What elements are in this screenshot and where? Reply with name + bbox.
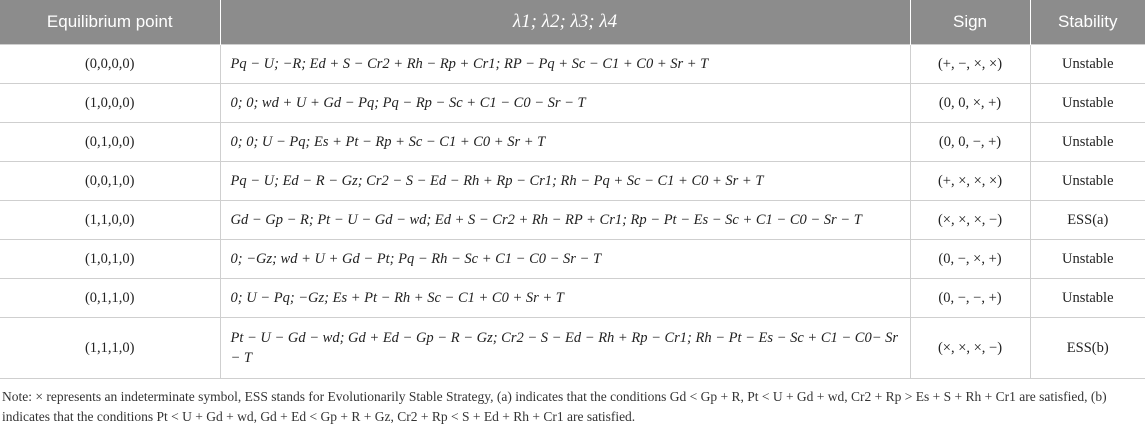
equilibrium-point-cell: (0,0,1,0) (0, 162, 220, 201)
eigenvalues-cell: 0; −Gz; wd + U + Gd − Pt; Pq − Rh − Sc + C1 − C0 − Sr − T (220, 240, 910, 279)
header-sign: Sign (910, 0, 1030, 45)
stability-cell: ESS(a) (1030, 201, 1145, 240)
sign-cell: (×, ×, ×, −) (910, 201, 1030, 240)
eigenvalues-cell: Gd − Gp − R; Pt − U − Gd − wd; Ed + S − Cr2 + Rh − RP + Cr1; Rp − Pt − Es − Sc + C1 − C0 − Sr − T (220, 201, 910, 240)
eigenvalues-cell: 0; U − Pq; −Gz; Es + Pt − Rh + Sc − C1 + C0 + Sr + T (220, 279, 910, 318)
table-header-row (0, 0, 1145, 45)
header-stability: Stability (1030, 0, 1145, 45)
eigenvalues-cell: 0; 0; wd + U + Gd − Pq; Pq − Rp − Sc + C1 − C0 − Sr − T (220, 84, 910, 123)
stability-cell: Unstable (1030, 84, 1145, 123)
table-row (0, 123, 1145, 162)
equilibrium-point-cell: (0,1,1,0) (0, 279, 220, 318)
table-row (0, 279, 1145, 318)
equilibrium-point-cell: (0,0,0,0) (0, 45, 220, 84)
header-equilibrium-point: Equilibrium point (0, 0, 220, 45)
stability-cell: Unstable (1030, 123, 1145, 162)
equilibrium-point-cell: (1,1,1,0) (0, 318, 220, 379)
sign-cell: (+, ×, ×, ×) (910, 162, 1030, 201)
sign-cell: (0, 0, −, +) (910, 123, 1030, 162)
eigenvalues-cell: Pt − U − Gd − wd; Gd + Ed − Gp − R − Gz; Cr2 − S − Ed − Rh + Rp − Cr1; Rh − Pt − Es − Sc + C1 − C0− Sr − T (220, 318, 910, 379)
table-row (0, 45, 1145, 84)
stability-cell: Unstable (1030, 45, 1145, 84)
stability-cell: Unstable (1030, 240, 1145, 279)
eigenvalues-cell: Pq − U; Ed − R − Gz; Cr2 − S − Ed − Rh + Rp − Cr1; Rh − Pq + Sc − C1 + C0 + Sr + T (220, 162, 910, 201)
table-row (0, 162, 1145, 201)
table-footnote: Note: × represents an indeterminate symbol, ESS stands for Evolutionarily Stable Strategy, (a) indicates that the conditions Gd < Gp + R, Pt < U + Gd + wd, Cr2 + Rp > Es + S + Rh + Cr1 are satisfied, (b) indicates that the conditions Pt < U + Gd + wd, Gd + Ed < Gp + R + Gz, Cr2 + Rp < S + Ed + Rh + Cr1 are satisfied. (2, 389, 1107, 424)
equilibrium-point-cell: (1,0,0,0) (0, 84, 220, 123)
stability-cell: ESS(b) (1030, 318, 1145, 379)
header-eigenvalues: λ1; λ2; λ3; λ4 (220, 0, 910, 45)
equilibrium-point-cell: (1,0,1,0) (0, 240, 220, 279)
equilibrium-point-cell: (1,1,0,0) (0, 201, 220, 240)
table-row (0, 240, 1145, 279)
table-row (0, 201, 1145, 240)
table-row (0, 318, 1145, 379)
sign-cell: (×, ×, ×, −) (910, 318, 1030, 379)
sign-cell: (0, −, ×, +) (910, 240, 1030, 279)
table-row (0, 84, 1145, 123)
sign-cell: (+, −, ×, ×) (910, 45, 1030, 84)
stability-cell: Unstable (1030, 279, 1145, 318)
stability-cell: Unstable (1030, 162, 1145, 201)
equilibrium-point-cell: (0,1,0,0) (0, 123, 220, 162)
sign-cell: (0, −, −, +) (910, 279, 1030, 318)
eigenvalues-cell: Pq − U; −R; Ed + S − Cr2 + Rh − Rp + Cr1; RP − Pq + Sc − C1 + C0 + Sr + T (220, 45, 910, 84)
sign-cell: (0, 0, ×, +) (910, 84, 1030, 123)
eigenvalues-cell: 0; 0; U − Pq; Es + Pt − Rp + Sc − C1 + C0 + Sr + T (220, 123, 910, 162)
